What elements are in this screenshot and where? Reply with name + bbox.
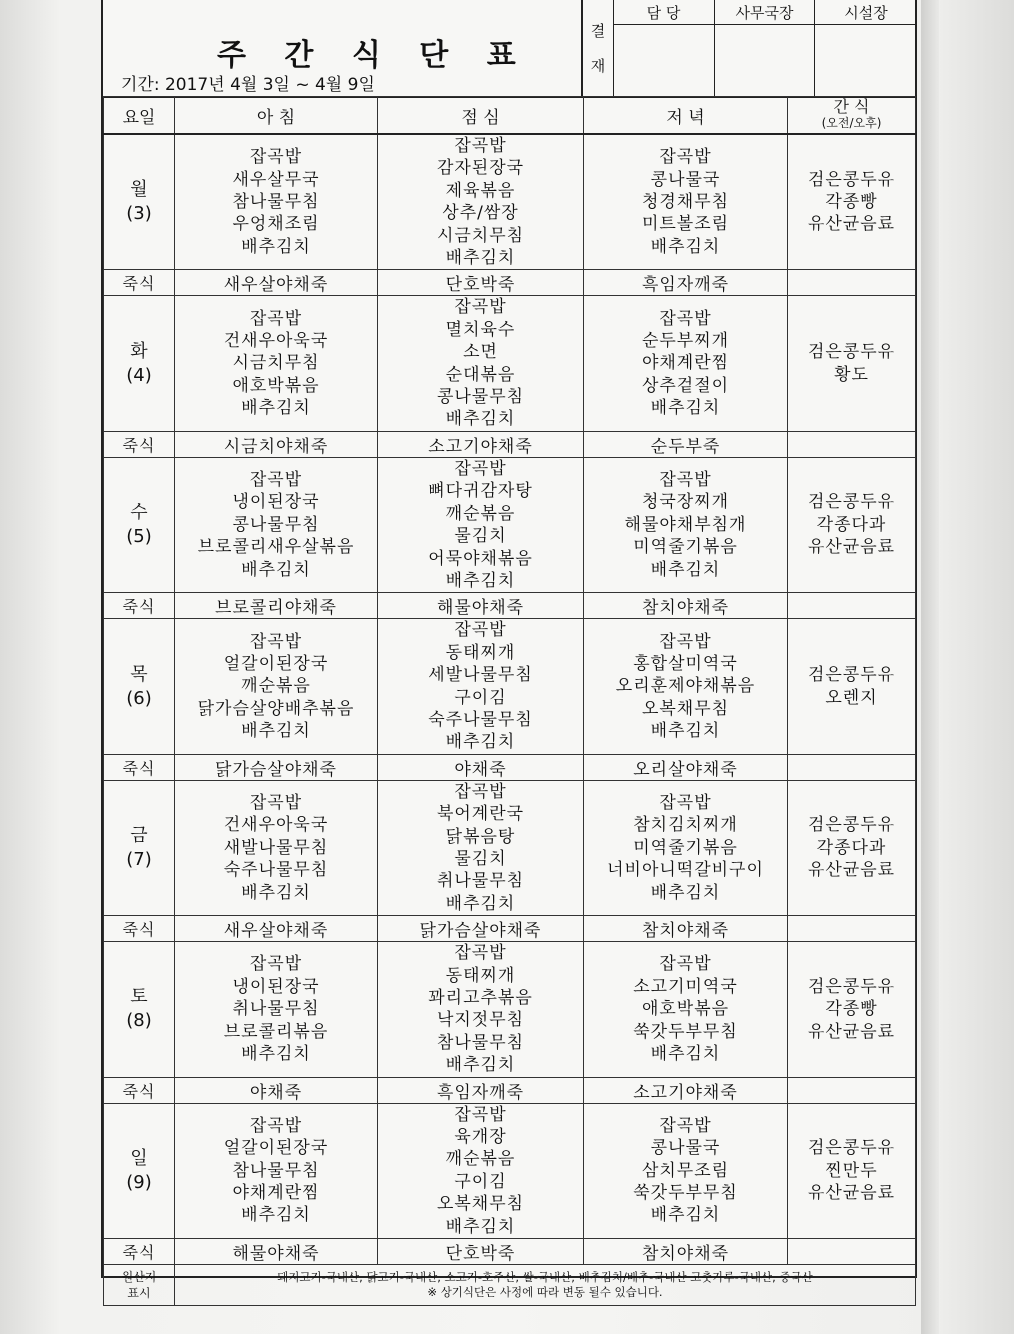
dinner-item: 잡곡밥	[659, 1115, 712, 1136]
porridge-dinner: 순두부죽	[584, 431, 788, 457]
day-row	[104, 942, 916, 1077]
day-name: 토	[130, 986, 148, 1008]
snack-cell	[788, 942, 916, 1077]
approval-col-secretary	[715, 0, 815, 96]
dinner-cell	[584, 619, 788, 754]
lunch-cell	[378, 1103, 584, 1238]
dinner-item: 미트볼조림	[641, 214, 730, 235]
dinner-item: 상추겉절이	[641, 375, 730, 396]
breakfast-item: 취나물무침	[232, 999, 320, 1020]
lunch-item: 시금치무침	[436, 225, 525, 246]
snack-cell	[788, 457, 916, 592]
header-row	[104, 97, 916, 135]
breakfast-cell	[175, 134, 378, 270]
lunch-item: 배추김치	[445, 409, 516, 430]
snack-cell	[788, 296, 916, 431]
lunch-item: 콩나물무침	[436, 387, 525, 408]
dinner-item: 잡곡밥	[659, 792, 712, 813]
porridge-breakfast: 야채죽	[175, 1077, 378, 1103]
dinner-item: 미역줄기볶음	[633, 837, 738, 858]
breakfast-item: 냉이된장국	[232, 976, 320, 997]
snack-cell	[788, 1103, 916, 1238]
dinner-item: 오리훈제야채볶음	[615, 676, 756, 697]
lunch-item: 배추김치	[445, 1216, 516, 1237]
snack-item: 각종다과	[816, 514, 887, 535]
porridge-label: 죽식	[104, 916, 175, 942]
approval-head-secretary: 사무국장	[715, 0, 814, 25]
breakfast-item: 배추김치	[241, 882, 311, 903]
dinner-cell	[584, 780, 788, 915]
lunch-item: 잡곡밥	[454, 136, 507, 156]
header-snack-label: 간 식	[833, 97, 870, 116]
dinner-item: 너비아니떡갈비구이	[607, 860, 764, 881]
lunch-item: 제육볶음	[445, 180, 516, 201]
breakfast-item: 애호박볶음	[232, 375, 320, 396]
origin-notice: ※ 상기식단은 사정에 따라 변동 될수 있습니다.	[427, 1285, 663, 1300]
snack-item: 유산균음료	[807, 214, 896, 235]
lunch-cell	[378, 457, 584, 592]
snack-item: 검은콩두유	[807, 1138, 896, 1159]
day-label	[104, 780, 175, 915]
breakfast-item: 배추김치	[241, 1044, 311, 1065]
breakfast-item: 우엉채조림	[232, 214, 320, 235]
lunch-item: 물김치	[454, 848, 507, 869]
breakfast-item: 잡곡밥	[249, 1115, 303, 1136]
lunch-item: 배추김치	[445, 893, 516, 914]
lunch-item: 참나물무침	[436, 1032, 525, 1053]
dinner-item: 잡곡밥	[659, 147, 712, 168]
porridge-lunch: 단호박죽	[378, 1239, 584, 1265]
dinner-item: 순두부찌개	[641, 331, 730, 352]
breakfast-item: 배추김치	[241, 398, 311, 419]
day-date: (5)	[126, 526, 152, 548]
porridge-lunch: 흑임자깨죽	[378, 1077, 584, 1103]
day-name: 수	[130, 502, 148, 524]
dinner-item: 배추김치	[650, 721, 721, 742]
dinner-item: 삼치무조림	[641, 1160, 730, 1181]
breakfast-item: 얼갈이된장국	[223, 653, 329, 674]
dinner-item: 잡곡밥	[659, 470, 712, 491]
porridge-label: 죽식	[104, 1239, 175, 1265]
porridge-breakfast: 새우살야채죽	[175, 916, 378, 942]
dinner-item: 콩나물국	[650, 1138, 721, 1159]
day-label	[104, 1103, 175, 1238]
snack-item: 각종다과	[816, 837, 887, 858]
dinner-item: 배추김치	[650, 398, 721, 419]
day-date: (9)	[126, 1171, 152, 1193]
breakfast-cell	[175, 457, 378, 592]
breakfast-item: 배추김치	[241, 236, 311, 257]
origin-label	[104, 1265, 175, 1306]
day-name: 금	[130, 824, 148, 846]
porridge-snack-empty	[788, 270, 916, 296]
breakfast-item: 잡곡밥	[249, 470, 303, 491]
lunch-item: 꽈리고추볶음	[428, 988, 533, 1008]
lunch-item: 상추/쌈장	[442, 203, 519, 224]
porridge-label: 죽식	[104, 431, 175, 457]
snack-item: 검은콩두유	[807, 665, 896, 686]
lunch-item: 감자된장국	[436, 158, 525, 179]
breakfast-cell	[175, 619, 378, 754]
lunch-item: 배추김치	[445, 1055, 516, 1076]
snack-item: 검은콩두유	[807, 169, 896, 190]
porridge-label: 죽식	[104, 270, 175, 296]
breakfast-item: 야채계란찜	[232, 1183, 320, 1204]
breakfast-item: 잡곡밥	[249, 631, 303, 652]
lunch-cell	[378, 134, 584, 270]
porridge-snack-empty	[788, 1077, 916, 1103]
header-snack	[788, 97, 916, 135]
approval-label	[583, 0, 614, 96]
lunch-item: 배추김치	[445, 570, 516, 591]
lunch-item: 구이김	[454, 1171, 507, 1192]
day-date: (7)	[126, 848, 152, 870]
porridge-snack-empty	[788, 593, 916, 619]
header-breakfast: 아 침	[175, 97, 378, 135]
approval-label-bottom: 재	[590, 57, 606, 75]
breakfast-item: 브로콜리새우살볶음	[197, 537, 355, 558]
lunch-item: 소면	[463, 342, 498, 363]
lunch-item: 배추김치	[445, 732, 516, 753]
dinner-item: 잡곡밥	[659, 954, 712, 975]
breakfast-item: 새우살무국	[232, 169, 320, 190]
snack-item: 검은콩두유	[807, 492, 896, 513]
day-name: 목	[130, 663, 148, 685]
snack-item: 각종빵	[825, 999, 878, 1020]
approval-col-director	[815, 0, 917, 96]
dinner-item: 해물야채부침개	[624, 514, 747, 535]
breakfast-item: 깨순볶음	[241, 676, 311, 697]
dinner-item: 청국장찌개	[641, 492, 730, 513]
lunch-item: 깨순볶음	[445, 1149, 516, 1170]
dinner-item: 잡곡밥	[659, 631, 712, 652]
lunch-item: 잡곡밥	[454, 781, 507, 802]
origin-content	[175, 1265, 916, 1306]
lunch-cell	[378, 296, 584, 431]
approval-col-staff	[613, 0, 715, 96]
snack-item: 유산균음료	[807, 1183, 896, 1204]
lunch-item: 숙주나물무침	[428, 709, 533, 730]
snack-item: 검은콩두유	[807, 342, 896, 363]
breakfast-item: 건새우아욱국	[223, 331, 329, 352]
porridge-breakfast: 새우살야채죽	[175, 270, 378, 296]
day-name: 화	[130, 340, 148, 362]
day-row	[104, 134, 916, 270]
breakfast-item: 잡곡밥	[249, 954, 303, 975]
day-label	[104, 619, 175, 754]
dinner-cell	[584, 942, 788, 1077]
porridge-row	[104, 431, 916, 457]
day-date: (3)	[126, 203, 152, 225]
lunch-cell	[378, 619, 584, 754]
snack-cell	[788, 134, 916, 270]
dinner-item: 잡곡밥	[659, 308, 712, 329]
origin-label-label_2: 표시	[127, 1286, 151, 1301]
lunch-item: 오복채무침	[436, 1194, 525, 1215]
porridge-label: 죽식	[104, 593, 175, 619]
day-row	[104, 780, 916, 915]
dinner-item: 야채계란찜	[641, 353, 730, 374]
lunch-item: 세발나물무침	[428, 665, 533, 686]
porridge-snack-empty	[788, 1239, 916, 1265]
porridge-lunch: 단호박죽	[378, 270, 584, 296]
snack-item: 검은콩두유	[807, 815, 896, 836]
breakfast-item: 새발나물무침	[223, 837, 329, 858]
porridge-lunch: 야채죽	[378, 754, 584, 780]
dinner-item: 쑥갓두부무침	[633, 1021, 738, 1042]
lunch-item: 잡곡밥	[454, 458, 507, 479]
lunch-item: 동태찌개	[445, 642, 516, 663]
breakfast-item: 시금치무침	[232, 353, 320, 374]
porridge-breakfast: 해물야채죽	[175, 1239, 378, 1265]
breakfast-cell	[175, 1103, 378, 1238]
lunch-item: 뼈다귀감자탕	[428, 481, 533, 502]
lunch-item: 잡곡밥	[454, 297, 507, 318]
day-date: (6)	[126, 687, 152, 709]
lunch-item: 물김치	[454, 526, 507, 547]
porridge-lunch: 닭가슴살야채죽	[378, 916, 584, 942]
breakfast-item: 참나물무침	[232, 1160, 320, 1181]
day-date: (8)	[126, 1010, 152, 1032]
form-header	[103, 0, 915, 98]
lunch-item: 낙지젓무침	[436, 1010, 525, 1031]
dinner-cell	[584, 296, 788, 431]
breakfast-cell	[175, 780, 378, 915]
breakfast-item: 배추김치	[241, 1205, 311, 1226]
breakfast-item: 잡곡밥	[249, 308, 303, 329]
dinner-item: 애호박볶음	[641, 999, 730, 1020]
dinner-cell	[584, 134, 788, 270]
porridge-label: 죽식	[104, 754, 175, 780]
lunch-item: 순대볶음	[445, 364, 516, 385]
breakfast-item: 잡곡밥	[249, 147, 303, 168]
approval-box	[581, 0, 917, 96]
porridge-lunch: 해물야채죽	[378, 593, 584, 619]
lunch-item: 잡곡밥	[454, 620, 507, 641]
breakfast-item: 잡곡밥	[249, 792, 303, 813]
origin-label-label_1: 원산지	[121, 1270, 157, 1285]
day-row	[104, 296, 916, 431]
porridge-breakfast: 닭가슴살야채죽	[175, 754, 378, 780]
porridge-row	[104, 754, 916, 780]
snack-cell	[788, 619, 916, 754]
porridge-label: 죽식	[104, 1077, 175, 1103]
snack-item: 유산균음료	[807, 1021, 896, 1042]
porridge-row	[104, 593, 916, 619]
lunch-item: 깨순볶음	[445, 503, 516, 524]
snack-item: 검은콩두유	[807, 976, 896, 997]
porridge-dinner: 흑임자깨죽	[584, 270, 788, 296]
lunch-item: 육개장	[454, 1127, 507, 1148]
snack-item: 황도	[834, 364, 869, 385]
header-snack-sub: (오전/오후)	[821, 116, 882, 130]
dinner-item: 배추김치	[650, 882, 721, 903]
snack-item: 찐만두	[825, 1160, 878, 1181]
lunch-item: 잡곡밥	[454, 1104, 507, 1125]
lunch-item: 잡곡밥	[454, 943, 507, 964]
snack-cell	[788, 780, 916, 915]
breakfast-item: 브로콜리볶음	[223, 1021, 329, 1042]
period-text: 기간: 2017년 4월 3일 ~ 4월 9일	[121, 75, 375, 95]
dinner-item: 소고기미역국	[633, 976, 738, 997]
lunch-item: 북어계란국	[436, 804, 525, 825]
day-name: 월	[130, 179, 148, 201]
dinner-cell	[584, 1103, 788, 1238]
dinner-item: 청경채무침	[641, 192, 730, 213]
lunch-item: 어묵야채볶음	[428, 548, 533, 569]
lunch-item: 구이김	[454, 687, 507, 708]
porridge-snack-empty	[788, 916, 916, 942]
dinner-item: 배추김치	[650, 236, 721, 257]
page-title: 주 간 식 단 표	[217, 38, 530, 73]
day-label	[104, 942, 175, 1077]
breakfast-item: 콩나물무침	[232, 514, 320, 535]
day-label	[104, 134, 175, 270]
snack-item: 유산균음료	[807, 537, 896, 558]
snack-item: 유산균음료	[807, 860, 896, 881]
page-edge-shadow	[921, 0, 939, 1334]
porridge-breakfast: 시금치야채죽	[175, 431, 378, 457]
dinner-item: 참치김치찌개	[633, 815, 738, 836]
porridge-dinner: 참치야채죽	[584, 593, 788, 619]
day-label	[104, 296, 175, 431]
origin-row	[104, 1265, 916, 1306]
breakfast-item: 배추김치	[241, 559, 311, 580]
lunch-cell	[378, 942, 584, 1077]
porridge-row	[104, 1239, 916, 1265]
breakfast-cell	[175, 942, 378, 1077]
snack-item: 오렌지	[825, 687, 878, 708]
header-dinner: 저 녁	[584, 97, 788, 135]
breakfast-item: 배추김치	[241, 721, 311, 742]
porridge-lunch: 소고기야채죽	[378, 431, 584, 457]
dinner-item: 배추김치	[650, 1044, 721, 1065]
approval-head-staff: 담 당	[613, 0, 714, 25]
dinner-item: 배추김치	[650, 559, 721, 580]
porridge-dinner: 참치야채죽	[584, 1239, 788, 1265]
day-label	[104, 457, 175, 592]
breakfast-item: 얼갈이된장국	[223, 1138, 329, 1159]
lunch-item: 동태찌개	[445, 965, 516, 986]
porridge-row	[104, 1077, 916, 1103]
porridge-dinner: 오리살야채죽	[584, 754, 788, 780]
lunch-cell	[378, 780, 584, 915]
day-row	[104, 619, 916, 754]
breakfast-item: 닭가슴살양배추볶음	[197, 698, 355, 719]
header-lunch: 점 심	[378, 97, 584, 135]
lunch-item: 닭볶음탕	[445, 826, 516, 847]
dinner-item: 미역줄기볶음	[633, 537, 738, 558]
porridge-snack-empty	[788, 431, 916, 457]
breakfast-cell	[175, 296, 378, 431]
dinner-cell	[584, 457, 788, 592]
approval-label-top: 결	[590, 22, 606, 40]
breakfast-item: 참나물무침	[232, 192, 320, 213]
weekly-menu-form	[101, 0, 917, 1301]
dinner-item: 콩나물국	[650, 169, 721, 190]
dinner-item: 쑥갓두부무침	[633, 1183, 738, 1204]
dinner-item: 홍합살미역국	[633, 653, 738, 674]
day-row	[104, 1103, 916, 1238]
breakfast-item: 건새우아욱국	[223, 815, 329, 836]
porridge-breakfast: 브로콜리야채죽	[175, 593, 378, 619]
dinner-item: 오복채무침	[641, 698, 730, 719]
breakfast-item: 냉이된장국	[232, 492, 320, 513]
porridge-dinner: 참치야채죽	[584, 916, 788, 942]
approval-head-director: 시설장	[815, 0, 917, 25]
lunch-item: 멸치육수	[445, 319, 516, 340]
snack-item: 각종빵	[825, 192, 878, 213]
porridge-row	[104, 916, 916, 942]
porridge-row	[104, 270, 916, 296]
origin-text: 돼지고기-국내산, 닭고기-국내산, 소고기-호주산, 쌀-국내산, 배추김치/배추-국내산 고춧가루-국내산, 중국산	[277, 1270, 813, 1285]
header-day: 요일	[104, 97, 175, 135]
day-name: 일	[130, 1147, 148, 1169]
day-date: (4)	[126, 364, 152, 386]
breakfast-item: 숙주나물무침	[223, 860, 329, 881]
menu-table	[103, 96, 916, 1306]
dinner-item: 배추김치	[650, 1205, 721, 1226]
lunch-item: 취나물무침	[436, 871, 525, 892]
day-row	[104, 457, 916, 592]
lunch-item: 배추김치	[445, 248, 516, 269]
porridge-snack-empty	[788, 754, 916, 780]
porridge-dinner: 소고기야채죽	[584, 1077, 788, 1103]
